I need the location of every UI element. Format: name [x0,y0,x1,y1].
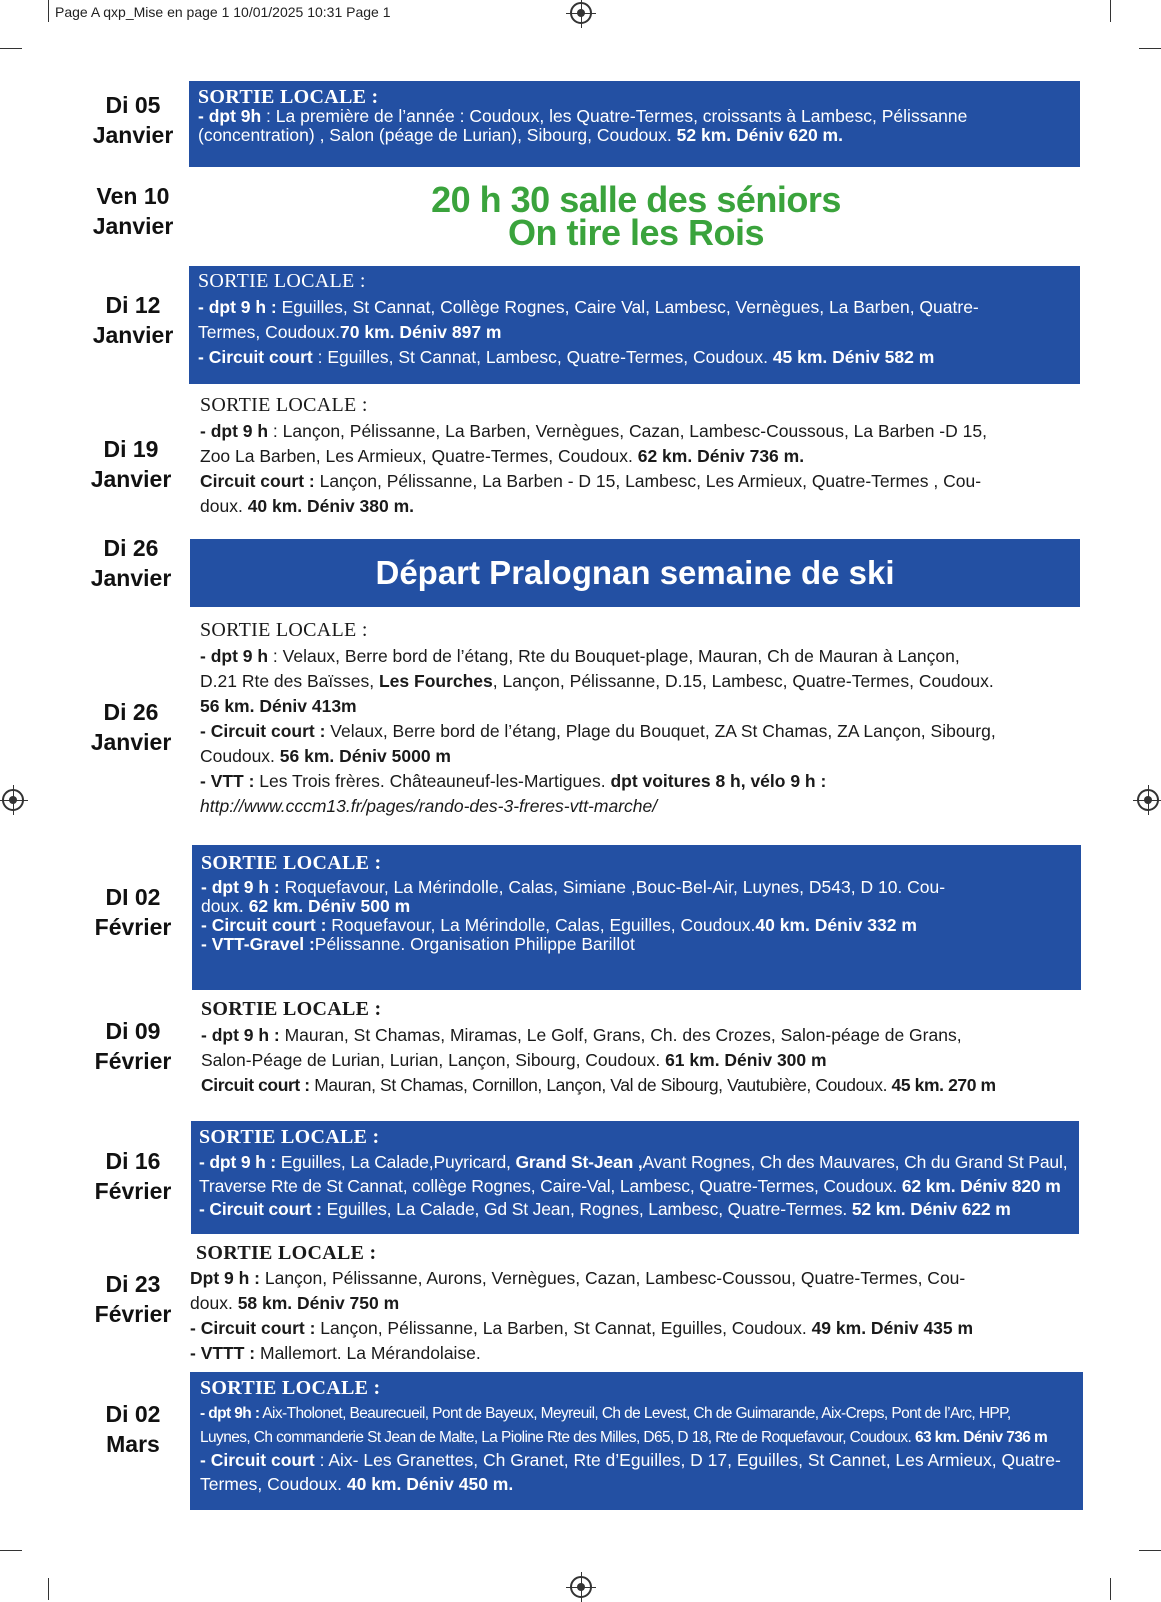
outing-text: 40 km. Déniv 450 m. [346,1473,514,1494]
outing-text: - VTT-Gravel : [201,934,315,954]
registration-mark-icon [2,789,24,811]
outing-line [200,1449,1083,1473]
outing-line [201,1073,1081,1098]
outing-line [200,744,1080,769]
outing-text: Eguilles, La Calade,Puyricard, [276,1152,516,1172]
outing-line [199,1151,1079,1175]
outing-box [200,620,1080,825]
crop-mark [0,48,22,49]
outing-text: Mauran, St Chamas, Cornillon, Lançon, Val de Sibourg, Vautubière, Coudoux. [309,1075,892,1095]
outing-text: Lançon, Pélissanne, Aurons, Vernègues, Cazan, Lambesc-Coussou, Quatre-Termes, Cou- [260,1268,966,1288]
outing-title: SORTIE LOCALE : [200,1377,381,1399]
outing-text: Lançon, Pélissanne, La Barben, St Cannat, Eguilles, Coudoux. [315,1318,812,1338]
crop-mark [0,1550,22,1551]
outing-box [189,266,1080,384]
outing-text: Grand St-Jean , [515,1152,643,1172]
outing-text: Circuit court : [200,471,315,491]
outing-text: 52 km. Déniv 620 m. [676,125,843,145]
crop-mark [48,1578,49,1600]
outing-line [200,444,1080,469]
crop-mark [1110,0,1111,22]
outing-text: 58 km. Déniv 750 m [237,1293,400,1313]
date-label: Di 16 Février [94,1148,172,1204]
outing-text: Zoo La Barben, Les Armieux, Quatre-Termes, Coudoux. [200,446,638,466]
outing-line [200,769,1080,794]
outing-text: - dpt 9 h : [198,297,277,317]
date-label: Di 26 Janvier [90,535,172,591]
crop-mark [1139,48,1161,49]
outing-text: Roquefavour, La Mérindolle, Calas, Eguilles, Coudoux. [326,915,756,935]
registration-mark-icon [570,1576,592,1598]
outing-box [190,1372,1083,1510]
outing-line [200,494,1080,519]
outing-title: SORTIE LOCALE : [200,619,368,641]
outing-text: : La première de l’année : Coudoux, les Quatre-Termes, croissants à Lambesc, Pélissanne [261,106,968,126]
outing-text: dpt voitures 8 h, vélo 9 h : [610,771,827,791]
outing-text: Coudoux. [200,746,280,766]
outing-text: 62 km. Déniv 820 m [901,1175,1061,1196]
outing-text: - dpt 9 h : [201,1025,280,1045]
outing-text: 56 km. Déniv 413m [200,696,357,716]
outing-line [199,1198,1079,1222]
outing-text: Eguilles, La Calade, Gd St Jean, Rognes, Lambesc, Quatre-Termes. [321,1199,852,1219]
outing-text: Aix-Tholonet, Beaurecueil, Pont de Bayeux, Meyreuil, Ch de Levest, Ch de Guimarande, Aix-Creps, Pont de l’Arc, HPP, [259,1405,1011,1422]
outing-text: 62 km. Déniv 500 m [248,896,411,916]
outing-text: 61 km. Déniv 300 m [665,1050,827,1070]
date-label: Di 26 Janvier [90,699,172,755]
outing-text: - dpt 9 h [200,421,269,441]
outing-text: - VTTT : [190,1343,256,1363]
outing-line [200,794,1080,819]
outing-text: Salon-Péage de Lurian, Lurian, Lançon, Sibourg, Coudoux. [201,1050,666,1070]
outing-text: Avant Rognes, Ch des Mauvares, Ch du Grand St Paul, [642,1152,1068,1172]
outing-text: : Velaux, Berre bord de l’étang, Rte du Bouquet-plage, Mauran, Ch de Mauran à Lançon, [268,646,960,666]
outing-line [200,469,1080,494]
outing-text: 62 km. Déniv 736 m. [637,446,805,466]
outing-line [200,644,1080,669]
outing-line [201,897,1081,916]
outing-box [201,999,1081,1104]
outing-text: D.21 Rte des Baïsses, [200,671,379,691]
date-label: Di 05 Janvier [92,92,174,148]
outing-line [198,126,1080,145]
outing-title: SORTIE LOCALE : [196,1242,377,1264]
outing-text: , Lançon, Pélissanne, D.15, Lambesc, Quatre-Termes, Coudoux. [492,671,994,691]
outing-text: Termes, Coudoux. [200,1473,347,1494]
outing-line [201,916,1081,935]
date-label: Di 12 Janvier [92,292,174,348]
outing-text: - Circuit court : [200,721,326,741]
outing-line [201,935,1081,954]
outing-text: 49 km. Déniv 435 m [811,1318,974,1338]
outing-text: 70 km. Déniv 897 m [340,322,502,342]
print-slug: Page A qxp_Mise en page 1 10/01/2025 10:31 Page 1 [55,4,391,20]
date-label: Di 09 Février [94,1018,172,1074]
outing-line [201,878,1081,897]
outing-box [191,1121,1079,1234]
outing-text: : Eguilles, St Cannat, Lambesc, Quatre-Termes, Coudoux. [312,347,773,367]
outing-line [200,669,1080,694]
outing-line [200,694,1080,719]
outing-line [190,1316,1080,1341]
registration-mark-icon [570,2,592,24]
outing-text: 52 km. Déniv 622 m [851,1199,1011,1219]
outing-text: - dpt 9 h : [199,1152,277,1172]
outing-text: - Circuit court [200,1450,315,1470]
outing-title: SORTIE LOCALE : [198,270,366,292]
outing-box [192,845,1081,990]
outing-text: 63 km. Déniv 736 m [914,1428,1048,1446]
outing-text: 45 km. Déniv 582 m [772,347,935,367]
outing-text: - Circuit court : [201,915,327,935]
outing-text: - dpt 9 h : [201,877,280,897]
outing-text: : Lançon, Pélissanne, La Barben, Vernègues, Cazan, Lambesc-Coussous, La Barben -D 15, [268,421,987,441]
outing-text: 40 km. Déniv 380 m. [247,496,415,516]
outing-text: Pélissanne. Organisation Philippe Barillot [314,934,635,954]
outing-text: - dpt 9h : [200,1405,260,1422]
outing-line [200,719,1080,744]
outing-text: 45 km. 270 m [891,1075,996,1095]
event-title: 20 h 30 salle des séniors On tire les Rois [431,179,841,253]
outing-text: - Circuit court : [190,1318,316,1338]
outing-line [201,1023,1081,1048]
outing-line [198,295,1080,320]
outing-text: - dpt 9h [198,106,262,126]
crop-mark [1139,1550,1161,1551]
outing-box [190,1243,1080,1363]
outing-text: doux. [201,896,249,916]
outing-text: Mauran, St Chamas, Miramas, Le Golf, Grans, Ch. des Crozes, Salon-péage de Grans, [279,1025,962,1045]
date-label: Di 19 Janvier [90,436,172,492]
outing-text: : Aix- Les Granettes, Ch Granet, Rte d’Eguilles, D 17, Eguilles, St Cannet, Les Armieux, Quatre- [314,1450,1061,1470]
outing-text: - dpt 9 h [200,646,269,666]
outing-text: Velaux, Berre bord de l’étang, Plage du Bouquet, ZA St Chamas, ZA Lançon, Sibourg, [325,721,996,741]
outing-text: Eguilles, St Cannat, Collège Rognes, Caire Val, Lambesc, Vernègues, La Barben, Quatre- [276,297,979,317]
outing-text: Traverse Rte de St Cannat, collège Rognes, Caire-Val, Lambesc, Quatre-Termes, Coudoux. [199,1175,902,1196]
outing-box [200,395,1080,525]
outing-text: Les Trois frères. Châteauneuf-les-Martigues. [254,771,611,791]
registration-mark-icon [1137,789,1159,811]
outing-line [200,419,1080,444]
date-label: Di 23 Février [94,1271,172,1327]
outing-line [201,1048,1081,1073]
outing-text: Roquefavour, La Mérindolle, Calas, Simiane ,Bouc-Bel-Air, Luynes, D543, D 10. Cou- [279,877,946,897]
outing-text: Luynes, Ch commanderie St Jean de Malte, La Pioline Rte des Milles, D65, D 18, Rte de Roquefavour, Coudoux. [200,1428,915,1446]
outing-line [198,320,1080,345]
outing-title: SORTIE LOCALE : [201,998,382,1020]
outing-line [200,1426,1083,1450]
outing-text: Lançon, Pélissanne, La Barben - D 15, Lambesc, Les Armieux, Quatre-Termes , Cou- [314,471,982,491]
date-label: Ven 10 Janvier [92,183,174,239]
date-label: DI 02 Février [94,884,172,940]
outing-text: - Circuit court [198,347,313,367]
outing-text: Mallemort. La Mérandolaise. [255,1343,481,1363]
outing-line [190,1341,1080,1366]
outing-box [189,81,1080,167]
crop-mark [1110,1578,1111,1600]
outing-text: Circuit court : [201,1075,310,1095]
outing-title: SORTIE LOCALE : [200,394,368,416]
outing-text: doux. [200,496,248,516]
outing-title: SORTIE LOCALE : [198,86,379,108]
outing-text: - VTT : [200,771,255,791]
outing-line [199,1175,1079,1199]
outing-title: SORTIE LOCALE : [201,852,382,874]
date-label: Di 02 Mars [105,1401,161,1457]
outing-text: Dpt 9 h : [190,1268,260,1288]
crop-mark [48,0,49,22]
outing-text: - Circuit court : [199,1199,322,1219]
outing-line [198,107,1080,126]
outing-line [190,1291,1080,1316]
outing-text: doux. [190,1293,238,1313]
ski-banner: Départ Pralognan semaine de ski [190,539,1080,607]
outing-text: Les Fourches [378,671,493,691]
outing-text: 56 km. Déniv 5000 m [279,746,451,766]
outing-line [198,345,1080,370]
outing-line [200,1402,1083,1426]
route-link[interactable]: http://www.cccm13.fr/pages/rando-des-3-freres-vtt-marche/ [200,796,658,816]
outing-text: Termes, Coudoux. [198,322,341,342]
outing-line [200,1473,1083,1497]
outing-title: SORTIE LOCALE : [199,1126,380,1148]
outing-text: 40 km. Déniv 332 m [755,915,917,935]
outing-line [190,1266,1080,1291]
outing-text: (concentration) , Salon (péage de Lurian), Sibourg, Coudoux. [198,125,677,145]
